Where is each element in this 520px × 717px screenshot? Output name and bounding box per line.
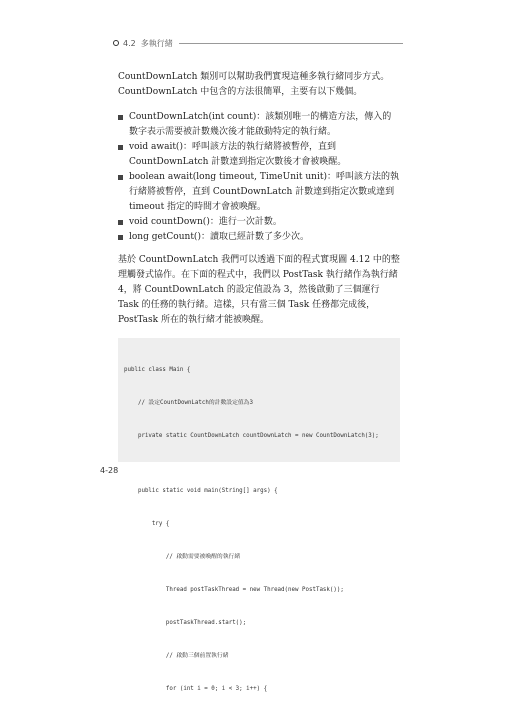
code-line: postTaskThread.start();	[124, 620, 247, 626]
list-item	[118, 215, 400, 230]
code-line: try {	[124, 521, 170, 527]
method-description: ：呼叫該方法的執行緒將被暫停，直到 CountDownLatch 計數達到指定次數或達到 timeout 指定的時間才會被喚醒。	[129, 172, 399, 212]
list-item	[118, 170, 400, 215]
section-number: 4.2	[123, 38, 136, 48]
running-header	[113, 36, 403, 50]
list-item	[118, 110, 400, 140]
code-block	[118, 338, 400, 692]
section-title: 多執行緒	[140, 38, 173, 48]
method-list	[118, 110, 400, 245]
method-signature: boolean await(long timeout, TimeUnit unit)	[129, 172, 327, 182]
bullet-circle-icon	[113, 40, 119, 46]
square-bullet-icon	[118, 235, 123, 240]
code-line: for (int i = 0; i < 3; i++) {	[124, 686, 268, 692]
header-rule	[179, 43, 403, 44]
code-line: Thread postTaskThread = new Thread(new PostTask());	[124, 587, 344, 593]
page-number: 4-28	[100, 466, 119, 475]
method-description: ：該類別唯一的構造方法，傳入的數字表示需要被計數幾次後才能啟動特定的執行緒。	[129, 112, 392, 137]
method-signature: long getCount()	[129, 232, 201, 242]
code-line: public class Main {	[124, 367, 191, 373]
intro-paragraph: CountDownLatch 類別可以幫助我們實現這種多執行緒同步方式。CountDownLatch 中包含的方法很簡單，主要有以下幾個。	[118, 72, 390, 97]
code-line: // 啟動需要被喚醒的執行緒	[124, 554, 241, 560]
square-bullet-icon	[118, 220, 123, 225]
body-paragraph: 基於 CountDownLatch 我們可以透過下面的程式實現圖 4.12 中的整理觸發式協作。在下面的程式中，我們以 PostTask 執行緒作為執行緒 4，將 CountDownLatch 的設定值設為 3，然後啟動了三個運行 Task 的任務的執行緒。這樣，只有當三個 Task 任務都完成後，PostTask 所在的執行緒才能被喚醒。	[118, 255, 400, 325]
square-bullet-icon	[118, 175, 123, 180]
code-line: public static void main(String[] args) {	[124, 488, 278, 494]
square-bullet-icon	[118, 115, 123, 120]
page-body	[118, 70, 400, 692]
list-item	[118, 140, 400, 170]
method-signature: void countDown()	[129, 217, 210, 227]
list-item	[118, 230, 400, 245]
method-description: ：讀取已經計數了多少次。	[200, 232, 309, 242]
code-line: // 啟動三個前置執行緒	[124, 653, 229, 659]
method-signature: CountDownLatch(int count)	[129, 112, 257, 122]
method-description: ：呼叫該方法的執行緒將被暫停，直到 CountDownLatch 計數達到指定次數後才會被喚醒。	[129, 142, 347, 167]
square-bullet-icon	[118, 145, 123, 150]
code-line: // 設定CountDownLatch的計數設定值為3	[124, 400, 253, 406]
method-signature: void await()	[129, 142, 183, 152]
code-line: private static CountDownLatch countDownLatch = new CountDownLatch(3);	[124, 433, 379, 439]
method-description: ：進行一次計數。	[209, 217, 282, 227]
